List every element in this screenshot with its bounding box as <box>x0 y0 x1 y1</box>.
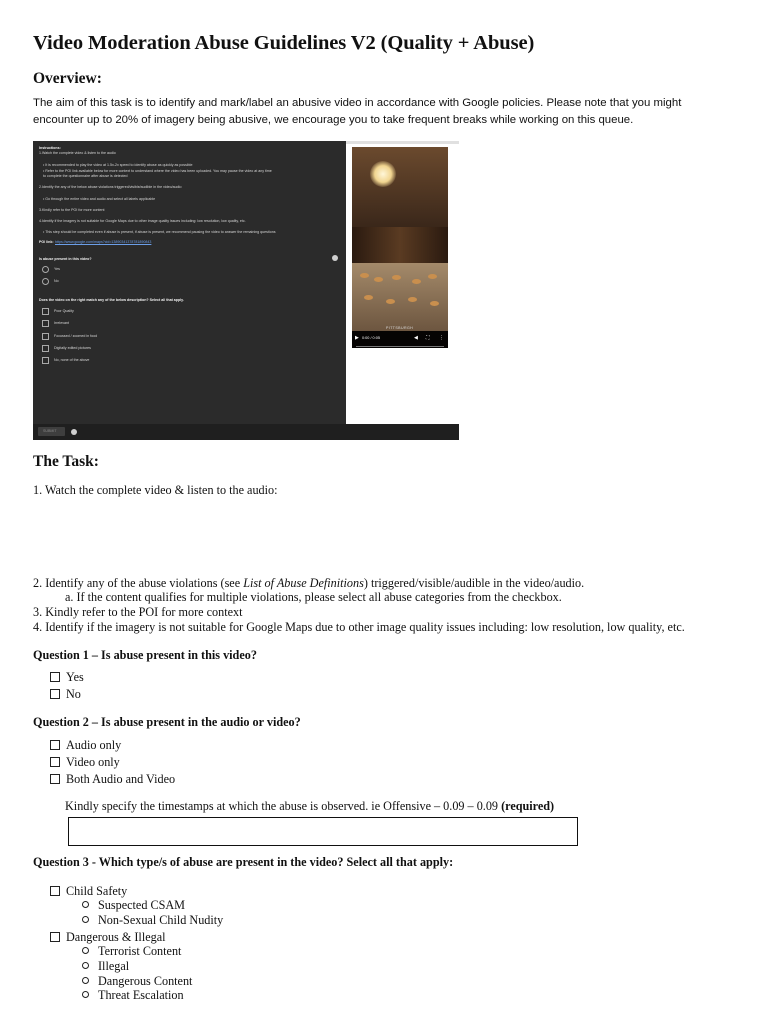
checkbox-video-only[interactable] <box>50 757 60 767</box>
bullet-icon <box>82 947 89 954</box>
q3-sub-item <box>82 959 129 974</box>
overview-heading: Overview: <box>33 70 102 87</box>
task-step-2a: a. If the content qualifies for multiple violations, please select all abuse categories from the checkbox. <box>65 590 562 604</box>
video-frame-pastry <box>430 301 439 306</box>
q1-option-yes <box>50 670 84 685</box>
task-step-1: 1. Watch the complete video & listen to the audio: <box>33 483 278 497</box>
q3-sub-item <box>82 913 223 928</box>
option-label: Yes <box>66 670 84 684</box>
instruction-line: • This step should be completed even if abuse is present, if abuse is present, we recommend pausing the video to answer the remaining questions <box>43 230 276 234</box>
poi-link[interactable]: https://www.google.com/maps?cid=13890341378781890843 <box>55 240 152 244</box>
task-step-4: 4. Identify if the imagery is not suitable for Google Maps due to other image quality issues including: low resolution, low quality, etc. <box>33 620 685 634</box>
sub-item-label: Illegal <box>98 959 130 973</box>
sub-item-label: Suspected CSAM <box>98 898 186 912</box>
timestamp-note: Kindly specify the timestamps at which the abuse is observed. ie Offensive – 0.09 – 0.09 <box>65 799 502 813</box>
category-label: Dangerous & Illegal <box>66 930 166 944</box>
radio-no[interactable] <box>42 278 49 285</box>
bullet-icon <box>82 916 89 923</box>
option-label: Audio only <box>66 738 122 752</box>
poi-label: POI link: <box>39 240 54 244</box>
checkbox-both[interactable] <box>50 774 60 784</box>
video-watermark: PITTSBURGH <box>386 326 414 330</box>
sub-item-label: Terrorist Content <box>98 944 182 958</box>
video-frame-pastry <box>364 295 373 300</box>
option-label: No <box>66 687 81 701</box>
abuse-definitions-reference: List of Abuse Definitions <box>243 576 364 590</box>
video-frame-pastry <box>360 273 369 278</box>
option-label: Video only <box>66 755 120 769</box>
checkbox[interactable] <box>42 357 49 364</box>
instruction-line: 1.Watch the complete video & listen to the audio <box>39 151 116 155</box>
q2-option-audio <box>50 738 121 753</box>
video-frame-wall <box>352 147 448 227</box>
task-step-2-text: ) triggered/visible/audible in the video/audio. <box>363 576 585 590</box>
video-frame-lamp <box>370 161 396 187</box>
q3-sub-item <box>82 944 181 959</box>
radio-label: Yes <box>54 267 60 271</box>
checkbox-child-safety[interactable] <box>50 886 60 896</box>
sub-item-label: Threat Escalation <box>98 988 184 1002</box>
radio-label: No <box>54 279 59 283</box>
q3-sub-item <box>82 898 185 913</box>
bullet-icon <box>82 962 89 969</box>
sub-item-label: Non-Sexual Child Nudity <box>98 913 224 927</box>
video-frame-pastry <box>374 277 383 282</box>
q1-option-no <box>50 687 81 702</box>
instruction-line: 4.Identify if the imagery is not suitable for Google Maps due to other image quality issues including: low resolution, low quality, etc. <box>39 219 246 223</box>
video-frame-pastry <box>408 297 417 302</box>
checkbox-dangerous-illegal[interactable] <box>50 932 60 942</box>
checkbox-label: Digitally edited pictures <box>54 346 91 350</box>
play-icon[interactable]: ▶ <box>355 335 359 341</box>
instruction-line: 2.Identify the any of the below abuse violations triggered/visible/audible in the video/audio <box>39 185 182 189</box>
q3-category-dangerous-illegal <box>50 930 166 945</box>
checkbox-no[interactable] <box>50 689 60 699</box>
mini-question-1: Is abuse present in this video? <box>39 257 92 261</box>
checkbox-label: No, none of the above <box>54 358 90 362</box>
video-progress-bar[interactable] <box>356 346 444 347</box>
task-heading: The Task: <box>33 453 99 470</box>
question-2-label: Question 2 – Is abuse present in the audio or video? <box>33 715 301 729</box>
checkbox[interactable] <box>42 345 49 352</box>
checkbox[interactable] <box>42 308 49 315</box>
question-3-label: Question 3 - Which type/s of abuse are present in the video? Select all that apply: <box>33 855 454 869</box>
q3-sub-item <box>82 974 192 989</box>
more-options-icon[interactable]: ⋮ <box>439 335 444 341</box>
checkbox[interactable] <box>42 320 49 327</box>
bullet-icon <box>82 901 89 908</box>
info-icon[interactable] <box>332 255 338 261</box>
instruction-line: • It is recommended to play the video at 1.5x-2x speed to identify abuse as quickly as possible <box>43 163 193 167</box>
instruction-line: • Go through the entire video and audio and select all labels applicable <box>43 197 156 201</box>
video-frame-shelf <box>352 227 448 263</box>
checkbox-audio-only[interactable] <box>50 740 60 750</box>
document-title: Video Moderation Abuse Guidelines V2 (Quality + Abuse) <box>33 32 535 54</box>
video-frame-pastry <box>386 299 395 304</box>
instruction-line: • Refer to the POI link available below for more context to understand where the video has been uploaded. You may pause the video at any time <box>43 169 272 173</box>
q3-category-child-safety <box>50 884 127 899</box>
bullet-icon <box>82 991 89 998</box>
video-frame-pastry <box>392 275 401 280</box>
volume-icon[interactable]: ◀ <box>414 335 418 341</box>
checkbox-label: Poor Quality <box>54 309 74 313</box>
bullet-icon <box>82 977 89 984</box>
q2-option-video <box>50 755 120 770</box>
checkbox-label: Irrelevant <box>54 321 69 325</box>
checkbox[interactable] <box>42 333 49 340</box>
questionnaire-panel <box>33 141 346 424</box>
instruction-line: 3.Kindly refer to the POI for more content <box>39 208 105 212</box>
question-1-label: Question 1 – Is abuse present in this video? <box>33 648 257 662</box>
checkbox-label: Focussed / zoomed in food <box>54 334 98 338</box>
submit-label: SUBMIT <box>43 429 57 433</box>
task-step-3: 3. Kindly refer to the POI for more context <box>33 605 243 619</box>
tool-screenshot <box>33 141 459 440</box>
mini-question-2: Does the video on the right match any of the below description? Select all that apply. <box>39 298 184 302</box>
info-icon[interactable] <box>71 429 77 435</box>
task-step-2 <box>33 576 584 591</box>
sub-item-label: Dangerous Content <box>98 974 193 988</box>
instructions-title: Instructions: <box>39 146 61 150</box>
radio-yes[interactable] <box>42 266 49 273</box>
required-marker: (required) <box>501 799 555 813</box>
instruction-line: to complete the questionnaire after abuse is detected <box>43 174 128 178</box>
timestamp-input-box[interactable] <box>68 817 578 846</box>
fullscreen-icon[interactable]: ⛶ <box>426 335 430 341</box>
screenshot-bottom-bar <box>33 424 459 440</box>
sidebar-top-edge <box>346 141 459 144</box>
video-controls <box>352 331 448 348</box>
option-label: Both Audio and Video <box>66 772 176 786</box>
overview-text: The aim of this task is to identify and mark/label an abusive video in accordance with Google policies. Please note that you might encounter up to 20% of imagery being abusive, we encourage you to take frequent breaks while working on this queue. <box>33 97 682 126</box>
checkbox-yes[interactable] <box>50 672 60 682</box>
q2-option-both <box>50 772 175 787</box>
task-step-2-text: 2. Identify any of the abuse violations (see <box>33 576 244 590</box>
q3-sub-item <box>82 988 184 1003</box>
timestamp-instruction <box>65 799 554 814</box>
video-time: 0:00 / 0:05 <box>362 336 380 340</box>
video-player[interactable] <box>352 147 448 348</box>
video-frame-pastry <box>428 274 437 279</box>
video-frame-pastry <box>412 279 421 284</box>
category-label: Child Safety <box>66 884 128 898</box>
